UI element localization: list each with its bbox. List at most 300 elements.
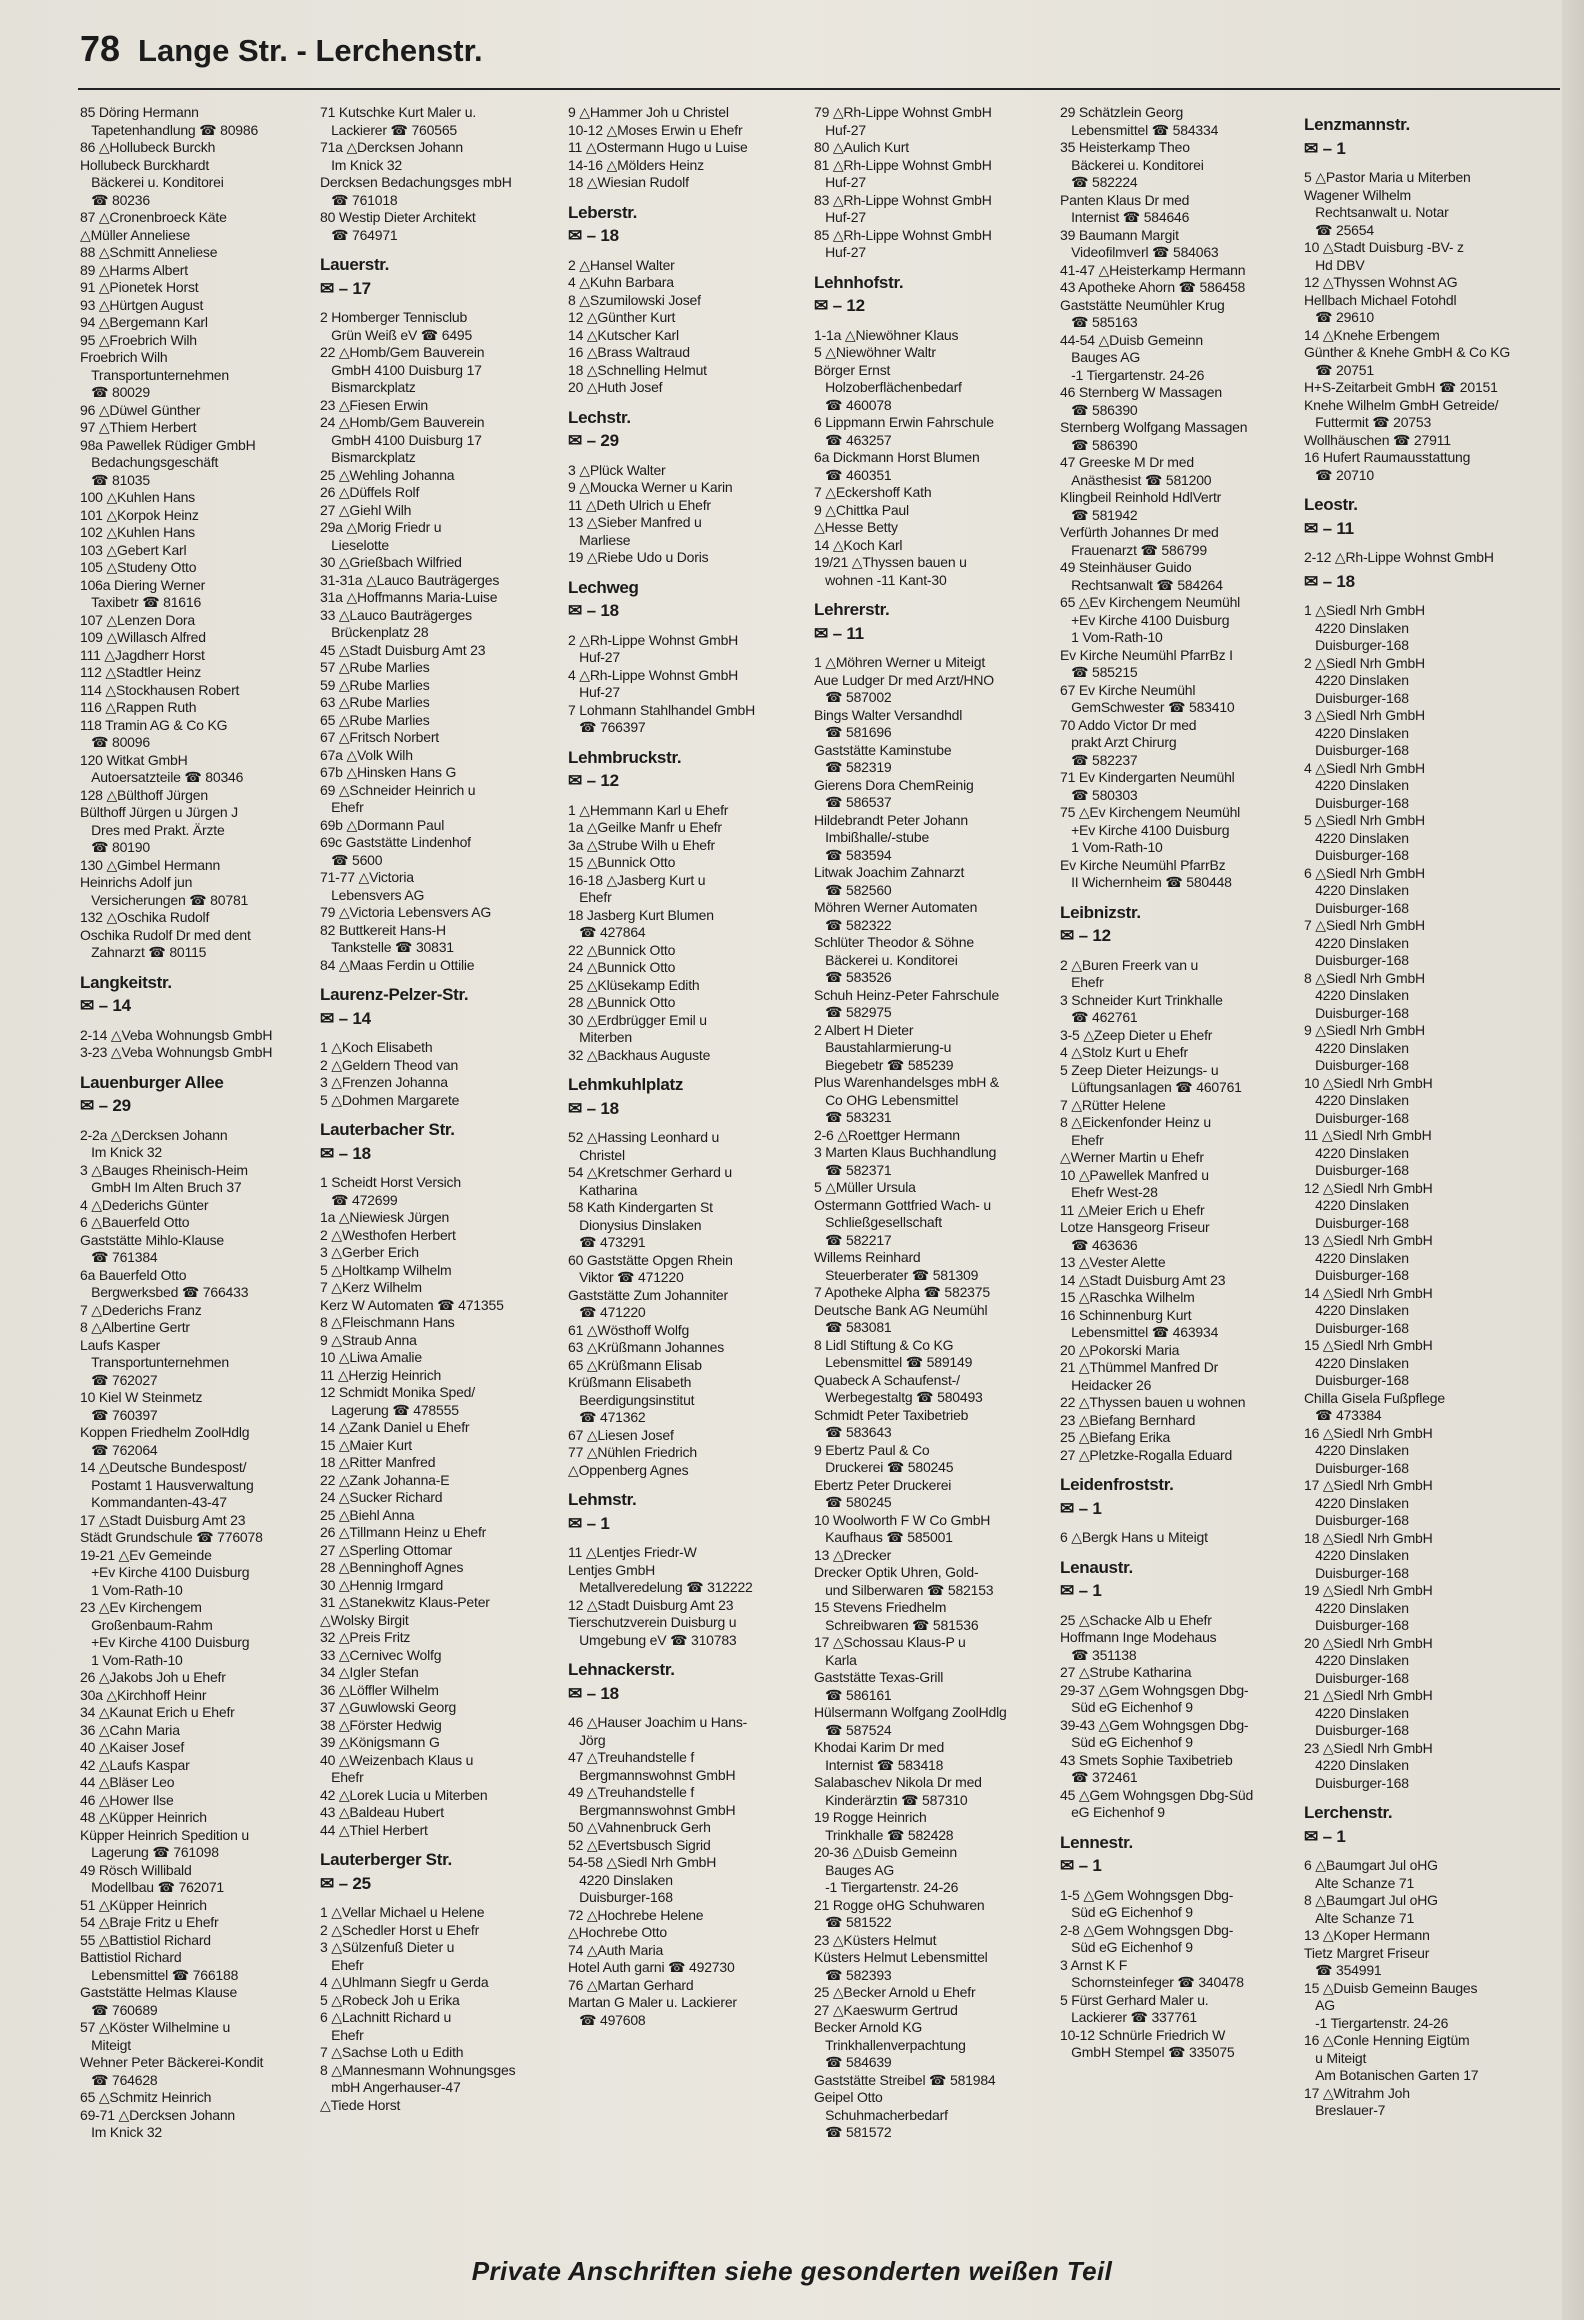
directory-entry: 1a △Niewiesk Jürgen — [320, 1209, 450, 1225]
directory-entry: 5 △Siedl Nrh GmbH 4220 Dinslaken Duisburger-168 — [1304, 812, 1425, 863]
directory-entry: Lotze Hansgeorg Friseur ☎ 463636 — [1060, 1219, 1210, 1253]
street-heading: Lennestr. — [1060, 1832, 1133, 1852]
directory-entry: 4 △Uhlmann Siegfr u Gerda — [320, 1974, 489, 1990]
directory-entry: Salabaschev Nikola Dr med Kinderärztin ☎ 587310 — [814, 1774, 982, 1808]
directory-entry: 17 △Witrahm Joh Breslauer-7 — [1304, 2084, 1410, 2118]
street-heading: Leostr. — [1304, 495, 1358, 514]
street-heading: Lechstr. — [568, 407, 631, 427]
directory-entry: 33 △Cernivec Wolfg — [320, 1646, 442, 1663]
street-heading: Leberstr. — [568, 202, 638, 222]
directory-column-5 — [1060, 104, 1292, 2062]
directory-entry: Knehe Wilhelm GmbH Getreide/ Futtermit ☎ 20753 — [1304, 396, 1499, 430]
directory-entry: Wagener Wilhelm Rechtsanwalt u. Notar ☎ 25654 — [1304, 186, 1449, 238]
directory-entry: 1 △Hemmann Karl u Ehefr — [568, 801, 729, 818]
directory-entry: 9 △Moucka Werner u Karin — [568, 479, 733, 495]
directory-entry: Ev Kirche Neumühl PfarrBz II Wichernheim ☎ 580448 — [1060, 856, 1232, 890]
directory-entry: 14 △Stadt Duisburg Amt 23 — [1060, 1271, 1226, 1288]
directory-entry: 38 △Förster Hedwig — [320, 1716, 442, 1733]
directory-entry: 18 △Ritter Manfred — [320, 1454, 436, 1470]
directory-entry: 57 △Rube Marlies — [320, 659, 430, 675]
directory-entry: 8 △Albertine Gertr — [80, 1319, 190, 1335]
directory-entry: 46 △Hauser Joachim u Hans- Jörg — [568, 1714, 748, 1748]
directory-entry: 10 Kiel W Steinmetz ☎ 760397 — [80, 1389, 203, 1423]
directory-entry: 39 △Königsmann G — [320, 1734, 440, 1750]
directory-entry: 28 △Benninghoff Agnes — [320, 1559, 464, 1575]
directory-entry: 5 △Pastor Maria u Miterben — [1304, 169, 1471, 185]
directory-entry: 13 △Siedl Nrh GmbH 4220 Dinslaken Duisburger-168 — [1304, 1232, 1433, 1283]
directory-entry: 52 △Evertsbusch Sigrid — [568, 1836, 711, 1853]
directory-entry: 13 △Koper Hermann — [1304, 1927, 1430, 1943]
directory-entry: △Wolsky Birgit — [320, 1611, 409, 1628]
directory-entry: 5 △Robeck Joh u Erika — [320, 1991, 460, 2008]
directory-entry: 23 △Küsters Helmut — [814, 1931, 937, 1948]
directory-entry: 43 Apotheke Ahorn ☎ 586458 — [1060, 279, 1246, 295]
directory-entry: Gaststätte Streibel ☎ 581984 — [814, 2071, 996, 2088]
directory-entry: 76 △Martan Gerhard — [568, 1976, 694, 1993]
directory-entry: 87 △Cronenbroeck Käte — [80, 209, 227, 225]
directory-entry: Ev Kirche Neumühl PfarrBz I ☎ 585215 — [1060, 646, 1233, 680]
directory-entry: 71 Kutschke Kurt Maler u. Lackierer ☎ 760565 — [320, 104, 477, 138]
postal-district: ✉ – 12 — [568, 771, 619, 790]
directory-entry: 1 Scheidt Horst Versich ☎ 472699 — [320, 1174, 461, 1208]
street-heading: Lehnhofstr. — [814, 272, 904, 292]
directory-entry: 25 △Wehling Johanna — [320, 466, 455, 483]
directory-entry: 54 △Kretschmer Gerhard u Katharina — [568, 1164, 732, 1198]
directory-entry: 36 △Löffler Wilhelm — [320, 1681, 439, 1698]
directory-entry: △Hesse Betty — [814, 519, 898, 535]
directory-entry: 75 △Ev Kirchengem Neumühl +Ev Kirche 4100 Duisburg 1 Vom-Rath-10 — [1060, 804, 1241, 855]
directory-entry: 5 △Holtkamp Wilhelm — [320, 1261, 452, 1278]
directory-entry: Litwak Joachim Zahnarzt ☎ 582560 — [814, 864, 965, 898]
directory-entry: 11 △Meier Erich u Ehefr — [1060, 1201, 1205, 1218]
directory-entry: 67 △Fritsch Norbert — [320, 729, 440, 745]
postal-district: ✉ – 1 — [568, 1513, 610, 1533]
directory-entry: 24 △Sucker Richard — [320, 1489, 443, 1505]
directory-entry: 107 △Lenzen Dora — [80, 611, 195, 628]
directory-entry: 11 △Herzig Heinrich — [320, 1366, 442, 1383]
directory-entry: Lentjes GmbH Metallveredelung ☎ 312222 — [568, 1561, 753, 1595]
directory-entry: 39-43 △Gem Wohngsgen Dbg- Süd eG Eichenhof 9 — [1060, 1716, 1249, 1750]
postal-district: ✉ – 12 — [1060, 926, 1111, 945]
directory-entry: 49 Rösch Willibald Modellbau ☎ 762071 — [80, 1861, 225, 1895]
directory-entry: 13 △Vester Alette — [1060, 1254, 1166, 1270]
directory-entry: 1-1a △Niewöhner Klaus — [814, 326, 959, 343]
directory-entry: 8 △Fleischmann Hans — [320, 1314, 455, 1330]
directory-entry: 3-23 △Veba Wohnungsb GmbH — [80, 1044, 273, 1060]
directory-entry: 11 △Ostermann Hugo u Luise — [568, 139, 748, 155]
directory-entry: 27 △Giehl Wilh — [320, 501, 412, 518]
directory-entry: 2 △Geldern Theod van — [320, 1056, 459, 1073]
directory-entry: Küpper Heinrich Spedition u Lagerung ☎ 761098 — [80, 1826, 249, 1860]
directory-entry: 2 Albert H Dieter Baustahlarmierung-u Biegebetr ☎ 585239 — [814, 1021, 954, 1073]
street-heading: Lenzmannstr. — [1304, 115, 1410, 134]
directory-entry: Heinrichs Adolf jun Versicherungen ☎ 80781 — [80, 874, 249, 908]
directory-entry: 6 △Baumgart Jul oHG Alte Schanze 71 — [1304, 1857, 1438, 1891]
directory-entry: 6a Bauerfeld Otto Bergwerksbed ☎ 766433 — [80, 1266, 249, 1300]
directory-entry: 16 △Siedl Nrh GmbH 4220 Dinslaken Duisburger-168 — [1304, 1424, 1433, 1476]
directory-entry: 25 △Biefang Erika — [1060, 1429, 1171, 1445]
directory-entry: 49 △Treuhandstelle f Bergmannswohnst GmbH — [568, 1784, 736, 1818]
directory-entry: Chilla Gisela Fußpflege ☎ 473384 — [1304, 1389, 1445, 1423]
directory-entry: 10 △Liwa Amalie — [320, 1349, 422, 1365]
postal-district: ✉ – 18 — [568, 226, 619, 245]
directory-entry: 67 Ev Kirche Neumühl GemSchwester ☎ 583410 — [1060, 681, 1235, 715]
directory-entry: 10 △Siedl Nrh GmbH 4220 Dinslaken Duisburger-168 — [1304, 1074, 1433, 1126]
directory-entry: 49 Steinhäuser Guido Rechtsanwalt ☎ 584264 — [1060, 559, 1223, 593]
directory-entry: 18 △Schnelling Helmut — [568, 361, 707, 378]
street-heading: Lehrerstr. — [814, 600, 890, 619]
directory-entry: 30 △Grießbach Wilfried — [320, 554, 462, 570]
street-heading: Lehmbruckstr. — [568, 747, 682, 767]
postal-district: ✉ – 18 — [320, 1143, 371, 1163]
page-edge — [1562, 0, 1584, 2320]
directory-entry: 17 △Schossau Klaus-P u Karla — [814, 1634, 966, 1668]
directory-entry: 16 Hufert Raumausstattung ☎ 20710 — [1304, 449, 1471, 483]
directory-entry: 42 △Lorek Lucia u Miterben — [320, 1786, 488, 1803]
directory-entry: 55 △Battistiol Richard — [80, 1931, 211, 1948]
directory-entry: 1 △Vellar Michael u Helene — [320, 1904, 485, 1920]
directory-entry: 103 △Gebert Karl — [80, 541, 187, 558]
directory-entry: 101 △Korpok Heinz — [80, 506, 199, 523]
directory-entry: Dercksen Bedachungsges mbH ☎ 761018 — [320, 174, 512, 208]
directory-entry: 81 △Rh-Lippe Wohnst GmbH Huf-27 — [814, 156, 992, 190]
directory-entry: Gaststätte Texas-Grill ☎ 586161 — [814, 1669, 944, 1703]
directory-entry: 22 △Zank Johanna-E — [320, 1471, 450, 1488]
directory-entry: 23 △Siedl Nrh GmbH 4220 Dinslaken Duisburger-168 — [1304, 1739, 1433, 1791]
postal-district: ✉ – 25 — [320, 1873, 371, 1893]
directory-entry: 46 Sternberg W Massagen ☎ 586390 — [1060, 384, 1222, 418]
directory-entry: 6 △Bauerfeld Otto — [80, 1214, 190, 1230]
directory-entry: Koppen Friedhelm ZoolHdlg ☎ 762064 — [80, 1424, 250, 1458]
directory-entry: 109 △Willasch Alfred — [80, 629, 206, 645]
directory-entry: 16-18 △Jasberg Kurt u Ehefr — [568, 871, 706, 905]
directory-entry: Gaststätte Neumühler Krug ☎ 585163 — [1060, 296, 1225, 330]
street-heading: Leibnizstr. — [1060, 902, 1141, 922]
directory-entry: Ebertz Peter Druckerei ☎ 580245 — [814, 1476, 952, 1510]
directory-entry: 79 △Rh-Lippe Wohnst GmbH Huf-27 — [814, 104, 992, 138]
page-number: 78 — [80, 28, 121, 69]
directory-entry: 16 Schinnenburg Kurt Lebensmittel ☎ 463934 — [1060, 1306, 1219, 1340]
directory-entry: 1-5 △Gem Wohngsgen Dbg- Süd eG Eichenhof 9 — [1060, 1886, 1234, 1920]
directory-entry: 63 △Krüßmann Johannes — [568, 1339, 724, 1355]
directory-entry: 51 △Küpper Heinrich — [80, 1896, 207, 1913]
directory-entry: Hellbach Michael Fotohdl ☎ 29610 — [1304, 291, 1457, 325]
directory-entry: 94 △Bergemann Karl — [80, 314, 208, 330]
directory-entry: 30 △Erdbrügger Emil u Miterben — [568, 1011, 707, 1045]
directory-entry: 54-58 △Siedl Nrh GmbH 4220 Dinslaken Duisburger-168 — [568, 1854, 717, 1905]
directory-entry: 67b △Hinsken Hans G — [320, 764, 457, 780]
directory-entry: 65 △Schmitz Heinrich — [80, 2089, 212, 2105]
directory-entry: 22 △Bunnick Otto — [568, 941, 676, 958]
directory-entry: Gaststätte Zum Johanniter ☎ 471220 — [568, 1286, 728, 1320]
directory-entry: Hoffmann Inge Modehaus ☎ 351138 — [1060, 1629, 1217, 1663]
directory-entry: 10 △Stadt Duisburg -BV- z Hd DBV — [1304, 239, 1464, 273]
directory-entry: 19 △Riebe Udo u Doris — [568, 549, 709, 565]
postal-district: ✉ – 17 — [320, 278, 371, 298]
directory-entry: 30a △Kirchhoff Heinr — [80, 1686, 207, 1703]
page-title: Lange Str. - Lerchenstr. — [138, 33, 483, 68]
directory-entry: 2 △Rh-Lippe Wohnst GmbH Huf-27 — [568, 631, 739, 665]
directory-entry: 18 △Wiesian Rudolf — [568, 174, 689, 190]
directory-entry: 20-36 △Duisb Gemeinn Bauges AG -1 Tiergartenstr. 24-26 — [814, 1844, 959, 1895]
directory-entry: 10 Woolworth F W Co GmbH Kaufhaus ☎ 585001 — [814, 1511, 991, 1545]
postal-district: ✉ – 1 — [1060, 1498, 1102, 1518]
directory-entry: 89 △Harms Albert — [80, 261, 188, 278]
directory-entry: 41-47 △Heisterkamp Hermann — [1060, 261, 1246, 278]
directory-entry: 63 △Rube Marlies — [320, 694, 430, 710]
directory-column-6 — [1304, 104, 1536, 2120]
postal-district: ✉ – 14 — [320, 1008, 371, 1028]
directory-entry: Bülthoff Jürgen u Jürgen J Dres med Prakt. Ärzte ☎ 80190 — [80, 804, 238, 855]
directory-entry: 21 Rogge oHG Schuhwaren ☎ 581522 — [814, 1896, 985, 1930]
directory-entry: 3a △Strube Wilh u Ehefr — [568, 836, 716, 853]
directory-entry: 15 △Siedl Nrh GmbH 4220 Dinslaken Duisburger-168 — [1304, 1337, 1433, 1388]
postal-district: ✉ – 1 — [1304, 138, 1346, 158]
directory-entry: 8 △Siedl Nrh GmbH 4220 Dinslaken Duisburger-168 — [1304, 969, 1425, 1021]
directory-entry: 85 △Rh-Lippe Wohnst GmbH Huf-27 — [814, 226, 992, 260]
directory-entry: Börger Ernst Holzoberflächenbedarf ☎ 460078 — [814, 361, 962, 413]
directory-entry: 114 △Stockhausen Robert — [80, 681, 240, 698]
directory-entry: 67a △Volk Wilh — [320, 746, 413, 763]
directory-entry: Oschika Rudolf Dr med dent Zahnarzt ☎ 80115 — [80, 926, 251, 960]
directory-entry: 105 △Studeny Otto — [80, 559, 197, 575]
directory-entry: 14 △Deutsche Bundespost/ Postamt 1 Hausverwaltung Kommandanten-43-47 — [80, 1459, 254, 1510]
directory-entry: 45 △Gem Wohngsgen Dbg-Süd eG Eichenhof 9 — [1060, 1786, 1254, 1820]
street-heading: Lehnackerstr. — [568, 1660, 675, 1679]
directory-entry: 12 △Siedl Nrh GmbH 4220 Dinslaken Duisburger-168 — [1304, 1179, 1433, 1231]
directory-entry: 47 △Treuhandstelle f Bergmannswohnst GmbH — [568, 1749, 736, 1783]
directory-entry: 6 △Bergk Hans u Miteigt — [1060, 1529, 1208, 1545]
directory-entry: 8 △Szumilowski Josef — [568, 291, 701, 308]
directory-entry: 74 △Auth Maria — [568, 1941, 664, 1958]
directory-entry: 1 △Koch Elisabeth — [320, 1039, 433, 1055]
directory-entry: 52 △Hassing Leonhard u Christel — [568, 1129, 720, 1163]
directory-entry: 12 △Thyssen Wohnst AG — [1304, 274, 1458, 290]
directory-entry: 44 △Bläser Leo — [80, 1774, 175, 1790]
directory-entry: 25 △Schacke Alb u Ehefr — [1060, 1611, 1212, 1628]
directory-entry: 91 △Pionetek Horst — [80, 279, 199, 295]
directory-entry: 26 △Tillmann Heinz u Ehefr — [320, 1524, 487, 1540]
directory-entry: 11 △Lentjes Friedr-W — [568, 1544, 697, 1560]
directory-entry: 69b △Dormann Paul — [320, 816, 445, 833]
directory-entry: 116 △Rappen Ruth — [80, 699, 197, 715]
directory-entry: 118 Tramin AG & Co KG ☎ 80096 — [80, 716, 228, 750]
directory-entry: 39 Baumann Margit Videofilmverl ☎ 584063 — [1060, 226, 1219, 260]
directory-entry: 8 △Mannesmann Wohnungsges mbH Angerhauser-47 — [320, 2061, 516, 2095]
directory-entry: 4 △Stolz Kurt u Ehefr — [1060, 1044, 1188, 1060]
street-heading: Lauterberger Str. — [320, 1850, 452, 1869]
directory-entry: 3 Schneider Kurt Trinkhalle ☎ 462761 — [1060, 991, 1223, 1025]
directory-entry: 2 △Siedl Nrh GmbH 4220 Dinslaken Duisburger-168 — [1304, 654, 1425, 706]
directory-entry: 97 △Thiem Herbert — [80, 419, 197, 435]
directory-entry: 27 △Strube Katharina — [1060, 1664, 1192, 1680]
directory-entry: 2 △Westhofen Herbert — [320, 1226, 456, 1243]
directory-entry: △Werner Martin u Ehefr — [1060, 1149, 1204, 1165]
directory-entry: 23 △Biefang Bernhard — [1060, 1411, 1196, 1428]
street-heading: Leidenfroststr. — [1060, 1475, 1174, 1494]
directory-entry: 82 Buttkereit Hans-H Tankstelle ☎ 30831 — [320, 921, 454, 955]
directory-entry: 29a △Morig Friedr u Lieselotte — [320, 519, 442, 553]
directory-column-3 — [568, 104, 800, 2029]
directory-entry: 2-12 △Rh-Lippe Wohnst GmbH — [1304, 549, 1494, 565]
directory-entry: Drecker Optik Uhren, Gold- und Silberwaren ☎ 582153 — [814, 1564, 994, 1598]
directory-entry: Deutsche Bank AG Neumühl ☎ 583081 — [814, 1301, 988, 1335]
directory-entry: 14 △Kutscher Karl — [568, 326, 679, 343]
street-heading: Lauenburger Allee — [80, 1072, 224, 1092]
directory-entry: 25 △Klüsekamp Edith — [568, 976, 700, 993]
directory-entry: 44-54 △Duisb Gemeinn Bauges AG -1 Tiergartenstr. 24-26 — [1060, 331, 1205, 383]
directory-entry: △Oppenberg Agnes — [568, 1461, 689, 1478]
postal-district: ✉ – 29 — [568, 431, 619, 450]
directory-entry: 19/21 △Thyssen bauen u wohnen -11 Kant-30 — [814, 554, 967, 588]
directory-entry: 11 △Siedl Nrh GmbH 4220 Dinslaken Duisburger-168 — [1304, 1127, 1432, 1178]
directory-entry: 88 △Schmitt Anneliese — [80, 244, 218, 260]
directory-entry: △Müller Anneliese — [80, 226, 191, 243]
directory-entry: Wehner Peter Bäckerei-Kondit ☎ 764628 — [80, 2054, 264, 2088]
directory-entry: 3 △Bauges Rheinisch-Heim GmbH Im Alten Bruch 37 — [80, 1161, 248, 1195]
directory-entry: 59 △Rube Marlies — [320, 676, 430, 693]
directory-entry: Quabeck A Schaufenst-/ Werbegestaltg ☎ 580493 — [814, 1371, 983, 1405]
directory-entry: 57 △Köster Wilhelmine u Miteigt — [80, 2019, 231, 2053]
directory-entry: 9 △Hammer Joh u Christel — [568, 104, 729, 120]
directory-entry: 14-16 △Mölders Heinz — [568, 156, 704, 173]
directory-entry: 71a △Dercksen Johann Im Knick 32 — [320, 139, 463, 173]
street-heading: Lauterbacher Str. — [320, 1120, 455, 1139]
directory-entry: Geipel Otto Schuhmacherbedarf ☎ 581572 — [814, 2089, 948, 2140]
street-heading: Langkeitstr. — [80, 972, 172, 992]
postal-district: ✉ – 18 — [568, 601, 619, 620]
directory-entry: 14 △Zank Daniel u Ehefr — [320, 1419, 470, 1435]
directory-entry: 11 △Deth Ulrich u Ehefr — [568, 496, 711, 513]
directory-entry: Ostermann Gottfried Wach- u Schließgesellschaft ☎ 582217 — [814, 1196, 991, 1248]
directory-entry: 15 △Bunnick Otto — [568, 854, 676, 870]
directory-entry: 12 Schmidt Monika Sped/ Lagerung ☎ 478555 — [320, 1384, 475, 1418]
directory-entry: 65 △Ev Kirchengem Neumühl +Ev Kirche 4100 Duisburg 1 Vom-Rath-10 — [1060, 594, 1241, 645]
directory-entry: 71 Ev Kindergarten Neumühl ☎ 580303 — [1060, 769, 1235, 803]
directory-entry: 5 △Niewöhner Waltr — [814, 344, 936, 360]
directory-entry: 83 △Rh-Lippe Wohnst GmbH Huf-27 — [814, 191, 992, 225]
directory-entry: 70 Addo Victor Dr med prakt Arzt Chirurg ☎ 582237 — [1060, 716, 1197, 768]
directory-entry: 45 △Stadt Duisburg Amt 23 — [320, 641, 486, 658]
directory-entry: 18 △Siedl Nrh GmbH 4220 Dinslaken Duisburger-168 — [1304, 1529, 1433, 1581]
directory-entry: Hollubeck Burckhardt Bäckerei u. Konditorei ☎ 80236 — [80, 156, 224, 208]
postal-district: ✉ – 18 — [568, 1098, 619, 1118]
directory-entry: Krüßmann Elisabeth Beerdigungsinstitut ☎ 471362 — [568, 1374, 695, 1425]
directory-entry: Gaststätte Kaminstube ☎ 582319 — [814, 741, 952, 775]
directory-entry: 111 △Jagdherr Horst — [80, 646, 205, 663]
directory-entry: 6 △Siedl Nrh GmbH 4220 Dinslaken Duisburger-168 — [1304, 864, 1425, 916]
directory-entry: 19-21 △Ev Gemeinde +Ev Kirche 4100 Duisburg 1 Vom-Rath-10 — [80, 1546, 250, 1598]
directory-entry: 69 △Schneider Heinrich u Ehefr — [320, 781, 476, 815]
street-heading: Lenaustr. — [1060, 1557, 1133, 1577]
directory-entry: Bings Walter Versandhdl ☎ 581696 — [814, 706, 963, 740]
directory-entry: Küsters Helmut Lebensmittel ☎ 582393 — [814, 1949, 988, 1983]
directory-entry: 15 △Maier Kurt — [320, 1436, 413, 1453]
directory-entry: 40 △Kaiser Josef — [80, 1739, 185, 1755]
directory-entry: Khodai Karim Dr med Internist ☎ 583418 — [814, 1739, 945, 1773]
directory-entry: Schlüter Theodor & Söhne Bäckerei u. Konditorei ☎ 583526 — [814, 934, 974, 985]
directory-entry: Becker Arnold KG Trinkhallenverpachtung ☎ 584639 — [814, 2019, 966, 2070]
directory-entry: Hülsermann Wolfgang ZoolHdlg ☎ 587524 — [814, 1704, 1007, 1738]
directory-entry: 31a △Hoffmanns Maria-Luise — [320, 589, 498, 605]
directory-entry: 14 △Koch Karl — [814, 536, 903, 553]
directory-entry: 13 △Drecker — [814, 1546, 892, 1563]
street-heading: Laurenz-Pelzer-Str. — [320, 985, 469, 1004]
directory-entry: 43 Smets Sophie Taxibetrieb ☎ 372461 — [1060, 1751, 1233, 1785]
directory-column-2 — [320, 104, 552, 2114]
directory-entry: 14 △Siedl Nrh GmbH 4220 Dinslaken Duisburger-168 — [1304, 1284, 1433, 1336]
directory-entry: 31-31a △Lauco Bauträgerges — [320, 571, 500, 588]
directory-entry: 2 Homberger Tennisclub Grün Weiß eV ☎ 6495 — [320, 309, 473, 343]
directory-entry: 61 △Wösthoff Wolfg — [568, 1321, 690, 1338]
directory-entry: 26 △Düffels Rolf — [320, 484, 420, 500]
directory-entry: 65 △Rube Marlies — [320, 711, 430, 728]
directory-entry: 15 Stevens Friedhelm Schreibwaren ☎ 581536 — [814, 1599, 979, 1633]
footer-note: Private Anschriften siehe gesonderten weißen Teil — [471, 2256, 1113, 2286]
directory-entry: 84 △Maas Ferdin u Ottilie — [320, 956, 475, 973]
directory-entry: 1a △Geilke Manfr u Ehefr — [568, 819, 722, 835]
directory-entry: △Hochrebe Otto — [568, 1924, 668, 1940]
directory-entry: 69c Gaststätte Lindenhof ☎ 5600 — [320, 834, 471, 868]
directory-entry: Schuh Heinz-Peter Fahrschule ☎ 582975 — [814, 986, 1000, 1020]
directory-entry: 15 △Duisb Gemeinn Bauges AG -1 Tiergartenstr. 24-26 — [1304, 1979, 1478, 2031]
directory-entry: 93 △Hürtgen August — [80, 296, 204, 313]
directory-entry: 5 △Müller Ursula — [814, 1179, 916, 1195]
directory-entry: Tierschutzverein Duisburg u Umgebung eV ☎ 310783 — [568, 1614, 737, 1648]
directory-entry: 2 △Hansel Walter — [568, 256, 675, 273]
postal-district: ✉ – 29 — [80, 1096, 131, 1115]
directory-entry: △Tiede Horst — [320, 2096, 401, 2113]
directory-entry: 54 △Braje Fritz u Ehefr — [80, 1914, 219, 1930]
directory-entry: Froebrich Wilh Transportunternehmen ☎ 80029 — [80, 349, 229, 400]
directory-entry: 58 Kath Kindergarten St Dionysius Dinslaken ☎ 473291 — [568, 1199, 713, 1250]
directory-entry: 10 △Pawellek Manfred u Ehefr West-28 — [1060, 1166, 1209, 1200]
directory-entry: 10-12 △Moses Erwin u Ehefr — [568, 121, 743, 138]
directory-entry: 27 △Kaeswurm Gertrud — [814, 2001, 958, 2018]
directory-entry: Willems Reinhard Steuerberater ☎ 581309 — [814, 1249, 979, 1283]
directory-entry: 65 △Krüßmann Elisab — [568, 1356, 702, 1373]
directory-entry: 7 Lohmann Stahlhandel GmbH ☎ 766397 — [568, 701, 756, 735]
directory-entry: 42 △Laufs Kaspar — [80, 1756, 190, 1773]
directory-entry: 25 △Biehl Anna — [320, 1506, 415, 1523]
directory-entry: 5 △Dohmen Margarete — [320, 1091, 460, 1108]
directory-entry: 102 △Kuhlen Hans — [80, 524, 195, 540]
directory-entry: 17 △Siedl Nrh GmbH 4220 Dinslaken Duisburger-168 — [1304, 1477, 1433, 1528]
directory-entry: 12 △Stadt Duisburg Amt 23 — [568, 1596, 734, 1613]
directory-entry: 22 △Homb/Gem Bauverein GmbH 4100 Duisburg 17 Bismarckplatz — [320, 344, 485, 395]
directory-entry: Panten Klaus Dr med Internist ☎ 584646 — [1060, 191, 1190, 225]
directory-entry: 9 △Chittka Paul — [814, 501, 909, 518]
directory-entry: 2 △Buren Freerk van u Ehefr — [1060, 956, 1199, 990]
street-heading: Lehmkuhlplatz — [568, 1075, 684, 1094]
directory-entry: 80 △Aulich Kurt — [814, 139, 909, 155]
directory-entry: Gaststätte Mihlo-Klause ☎ 761384 — [80, 1231, 225, 1265]
directory-entry: 80 Westip Dieter Architekt ☎ 764971 — [320, 209, 476, 243]
directory-entry: 28 △Bunnick Otto — [568, 994, 676, 1010]
directory-entry: 7 △Rütter Helene — [1060, 1096, 1166, 1113]
directory-entry: 34 △Kaunat Erich u Ehefr — [80, 1704, 235, 1720]
directory-entry: 7 △Sachse Loth u Edith — [320, 2044, 464, 2060]
directory-entry: Klingbeil Reinhold HdlVertr ☎ 581942 — [1060, 489, 1222, 523]
directory-entry: 23 △Ev Kirchengem Großenbaum-Rahm +Ev Kirche 4100 Duisburg 1 Vom-Rath-10 — [80, 1599, 250, 1668]
directory-entry: 7 Apotheke Alpha ☎ 582375 — [814, 1284, 990, 1300]
directory-entry: 2-6 △Roettger Hermann — [814, 1126, 960, 1143]
directory-entry: 34 △Igler Stefan — [320, 1664, 419, 1680]
directory-entry: 40 △Weizenbach Klaus u Ehefr — [320, 1751, 474, 1785]
directory-entry: 15 △Raschka Wilhelm — [1060, 1289, 1195, 1305]
directory-entry: 21 △Siedl Nrh GmbH 4220 Dinslaken Duisburger-168 — [1304, 1687, 1433, 1738]
directory-entry: Verfürth Johannes Dr med Frauenarzt ☎ 586799 — [1060, 524, 1219, 558]
